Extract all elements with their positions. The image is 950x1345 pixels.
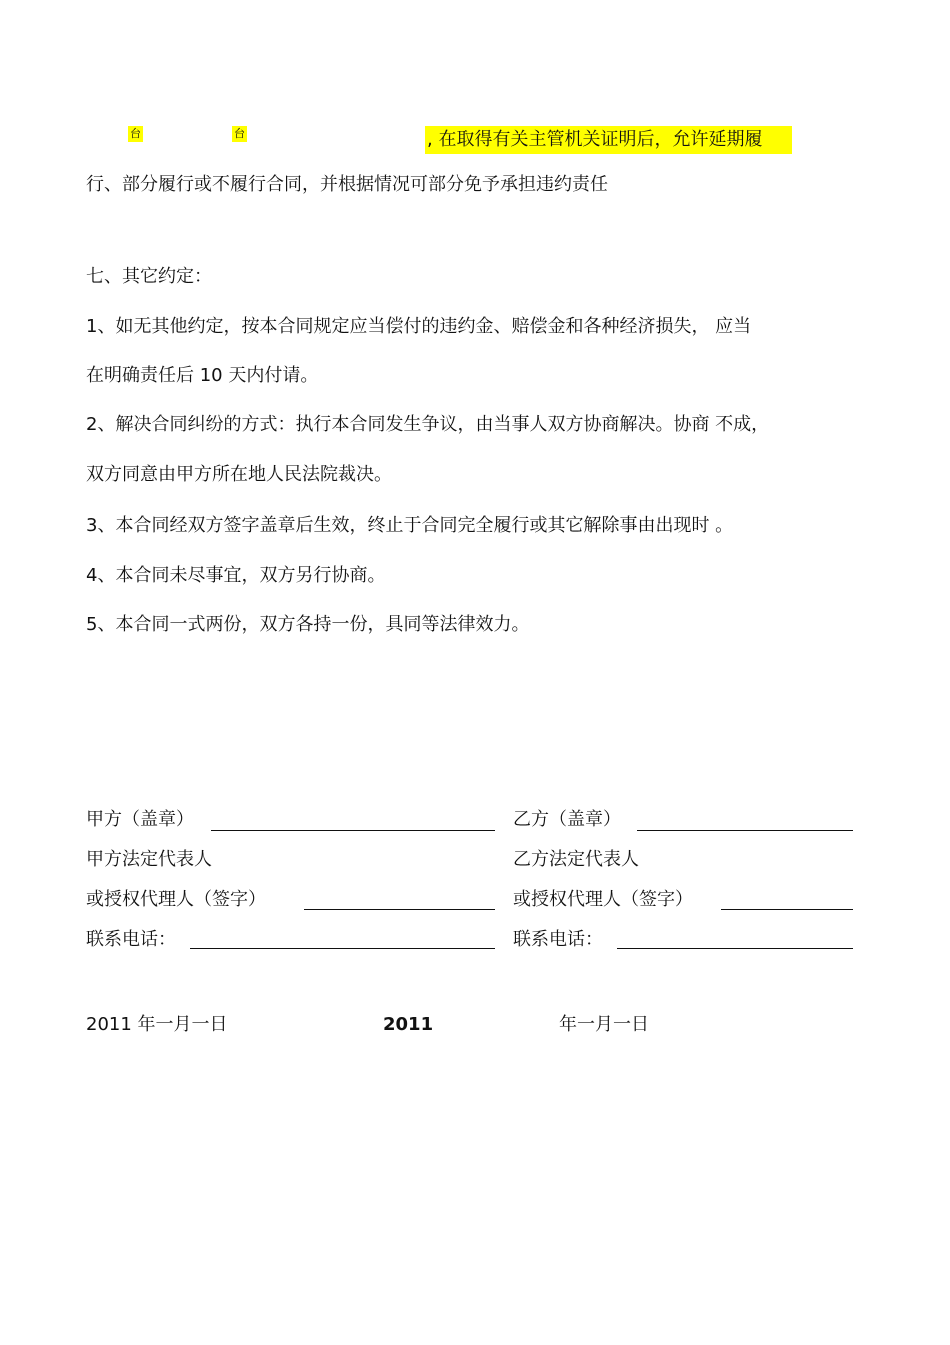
party-a-agent-line[interactable] [304,909,495,910]
item-5: 5、本合同一式两份，双方各持一份，具同等法律效力。 [86,614,530,635]
party-b-agent-label: 或授权代理人（签字） [513,889,693,910]
party-b-date-rest: 年一月一日 [559,1014,649,1035]
clause-continuation: 行、部分履行或不履行合同，并根据情况可部分免予承担违约责任 [86,174,608,195]
item-4: 4、本合同未尽事宜，双方另行协商。 [86,565,386,586]
item-2-line-2: 双方同意由甲方所在地人民法院裁决。 [86,464,392,485]
item-1-line-1: 1、如无其他约定，按本合同规定应当偿付的违约金、赔偿金和各种经济损失， 应当 [86,316,752,337]
section-heading: 七、其它约定： [86,266,212,287]
party-b-agent-line[interactable] [721,909,853,910]
party-a-seal-label: 甲方（盖章） [86,809,194,830]
party-a-seal-line[interactable] [211,830,495,831]
highlight-tag-2: 台 [234,127,245,140]
party-b-rep-label: 乙方法定代表人 [513,849,639,870]
highlighted-clause: , 在取得有关主管机关证明后，允许延期履 [425,126,792,154]
party-a-rep-label: 甲方法定代表人 [86,849,212,870]
party-b-seal-label: 乙方（盖章） [513,809,621,830]
item-3: 3、本合同经双方签字盖章后生效，终止于合同完全履行或其它解除事由出现时 。 [86,515,734,536]
party-a-phone-label: 联系电话： [86,929,176,950]
party-b-date-year: 2011 [383,1014,434,1035]
item-1-line-2: 在明确责任后 10 天内付请。 [86,365,319,386]
item-2-line-1: 2、解决合同纠纷的方式：执行本合同发生争议，由当事人双方协商解决。协商 不成， [86,414,770,435]
party-b-seal-line[interactable] [637,830,853,831]
party-b-phone-line[interactable] [617,948,853,949]
party-b-phone-label: 联系电话： [513,929,603,950]
party-a-date: 2011 年一月一日 [86,1014,228,1035]
party-a-agent-label: 或授权代理人（签字） [86,889,266,910]
highlight-tag-1: 台 [130,127,141,140]
party-a-phone-line[interactable] [190,948,495,949]
